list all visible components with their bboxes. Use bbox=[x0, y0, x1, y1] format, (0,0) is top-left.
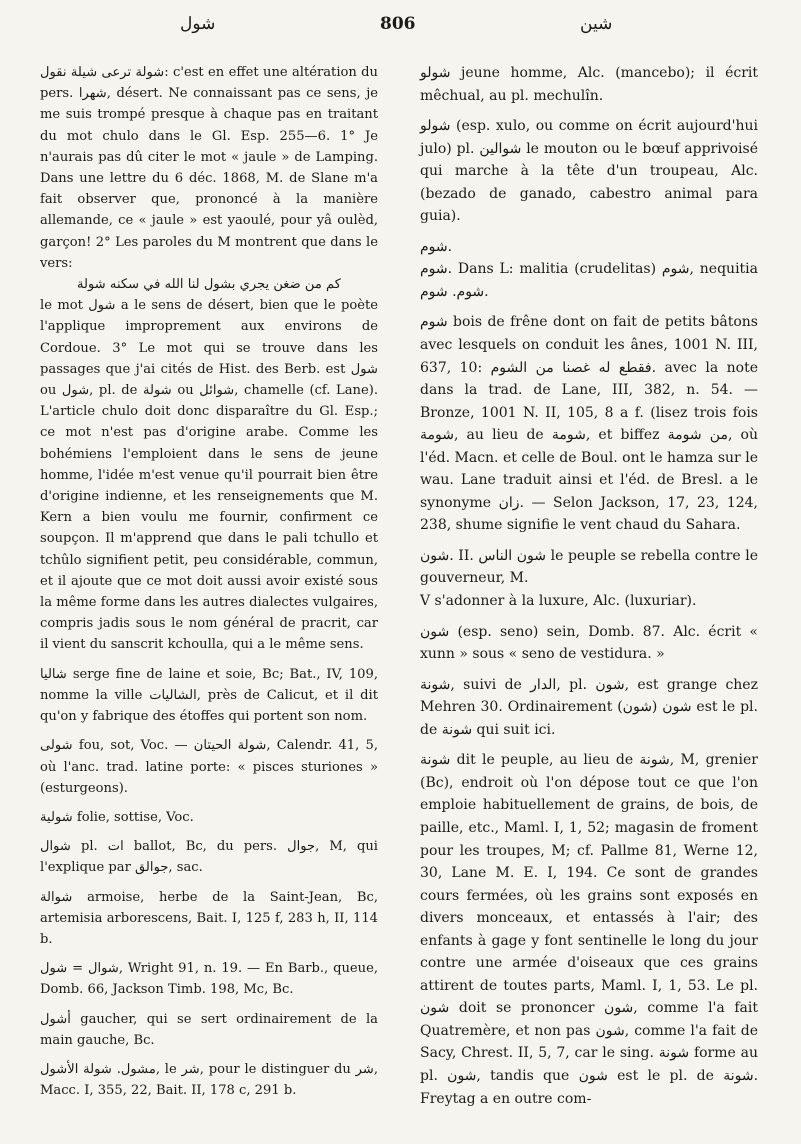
header-left-word: شول bbox=[180, 14, 216, 34]
left-verse: كم من ضغن يجري بشول لنا الله في سكنه شولة bbox=[77, 277, 341, 293]
root-heading: شوم. bbox=[420, 238, 453, 255]
entry-shawal: شوال = شول, Wright 91, n. 19. — En Barb., queue, Domb. 66, Jackson Timb. 198, Mc, Bc. bbox=[40, 961, 379, 998]
right-column bbox=[420, 62, 758, 1110]
entry-shouna: شونة, suivi de الدار, pl. شون, est grange chez Mehren 30. Ordinairement شون (شون) est le pl. de شونة qui suit ici. bbox=[420, 676, 758, 738]
entry-shoulo-xulo: شولو (esp. xulo, ou comme on écrit aujourd'hui julo) pl. شوالين le mouton ou le bœuf apprivoisé qui marche à la tête d'un troupeau, Alc. (bezado de ganado, cabestro animal para guia). bbox=[420, 118, 758, 225]
entry-shouliya: شولية folie, sottise, Voc. bbox=[40, 809, 194, 825]
entry-shawwala: شوالة armoise, herbe de la Saint-Jean, Bc, artemisia arborescens, Bait. I, 125 f, 283 h, II, 114 b. bbox=[40, 889, 378, 947]
entry-shoum-wood: شوم bois de frêne dont on fait de petits bâtons avec lesquels on conduit les ânes, 1001 N. III, 637, 10: فقطع له غصنا من الشوم. avec la note dans la trad. de Lane, III, 382, n. 54. — Bronze, 1001 N. II, 105, 8 a f. (lisez trois fois شومة, au lieu de شومة, et biffez من شومة, où l'éd. Macn. et celle de Boul. ont le hamza sur le wau. Lane traduit ainsi et l'éd. de Bresl. a le synonyme زان. — Selon Jackson, 17, 23, 124, 238, shume signifie le vent chaud du Sahara. bbox=[420, 314, 758, 534]
header-right-word: شين bbox=[580, 14, 613, 34]
entry-shaliya: شاليا serge fine de laine et soie, Bc; Bat., IV, 109, nomme la ville الشاليات, près de Calicut, et il dit qu'on y fabrique des étoffes qui portent son nom. bbox=[40, 666, 379, 725]
entry-form-v: V s'adonner à la luxure, Alc. (luxuriar). bbox=[420, 593, 697, 610]
entry-seno: شون (esp. seno) sein, Domb. 87. Alc. écrit « xunn » sous « seno de vestidura. » bbox=[420, 623, 758, 663]
entry-shoulo: شولو jeune homme, Alc. (mancebo); il écrit mêchual, au pl. mechulîn. bbox=[420, 65, 758, 104]
left-paragraph: شولة ترعى شيلة نقول: c'est en effet une altération du pers. شهرا, désert. Ne connaissant pas ce sens, je me suis trompé presque à chaque pas en traitant du mot chulo dans le Gl. Esp. 255—6. 1° Je n'aurais pas dû citer le mot « jaule » de Lamping. Dans une lettre du 6 déc. 1868, M. de Slane m'a fait observer que, prononcé à la manière allemande, ce « jaule » est yaoulé, pour yâ oulèd, garçon! 2° Les paroles du M montrent que dans le vers: bbox=[40, 65, 379, 271]
entry-shouna-grenier: شونة dit le peuple, au lieu de شونة, M, grenier (Bc), endroit où l'on dépose tout ce que l'on emploie habituellement de grains, de bois, de paille, etc., Maml. I, 1, 52; magasin de froment pour les troupes, M; cf. Pallme 81, Werne 12, 30, Lane M. E. I, 194. Ce sont de grandes cours fermées, où les grains sont exposés en divers monceaux, et entassés à l'air; des enfants à gage y font sentinelle le long du jour contre une armée d'oiseaux que ces grains attirent de toutes parts, Maml. I, 1, 53. Le pl. شون doit se prononcer شون, comme l'a fait Quatremère, et non pas شون, comme l'a fait de Sacy, Chrest. II, 5, 7, car le sing. شونة forme au pl. شون, tandis que شون est le pl. de شونة. Freytag a en outre com- bbox=[420, 752, 759, 1107]
left-paragraph: le mot شول a le sens de désert, bien que le poète l'applique improprement aux environs de Cordoue. 3° Le mot qui se trouve dans les passages que j'ai cités de Hist. des Berb. est شول ou شول, pl. de شولة ou شوائل, chamelle (cf. Lane). L'article chulo doit donc disparaître du Gl. Esp.; ce mot n'est pas d'origine arabe. Comme les bohémiens l'emploient dans le sens de jeune homme, l'idée m'est venue qu'il pourrait bien être d'origine indienne, et les renseignements que M. Kern a bien voulu me fournir, confirment ce soupçon. Il m'apprend que dans le pali tchullo et tchûlo signifient petit, peu considérable, commun, et il ajoute que ce mot doit aussi avoir existé sous la même forme dans les autres dialectes vulgaires, compris jadis sous le nom général de pracrit, car il vient du sanscrit kchoulla, qui a le même sens. bbox=[40, 298, 379, 653]
entry-shouli: شولی fou, sot, Voc. — شولة الحيتان, Calendr. 41, 5, où l'anc. trad. latine porte: « pisces sturiones » (esturgeons). bbox=[40, 738, 378, 796]
entry-shawwan: شون. II. شون الناس le peuple se rebella contre le gouverneur, M. bbox=[420, 547, 758, 587]
page-number: 806 bbox=[380, 14, 416, 34]
entry-shoum: شوم. Dans L: malitia (crudelitas) شوم, nequitia شوم. شوم. bbox=[420, 261, 758, 300]
entry-shawwal: شوال pl. ات ballot, Bc, du pers. جوال, M, qui l'explique par جوالق, sac. bbox=[40, 839, 378, 876]
entry-ashwal: أشول gaucher, qui se sert ordinairement de la main gauche, Bc. bbox=[40, 1011, 378, 1048]
left-column bbox=[40, 62, 378, 1101]
entry-mashwal: مشول. شولة الأشول, le شر, pour le distinguer du شر, Macc. I, 355, 22, Bait. II, 178 c, 291 b. bbox=[40, 1061, 378, 1099]
